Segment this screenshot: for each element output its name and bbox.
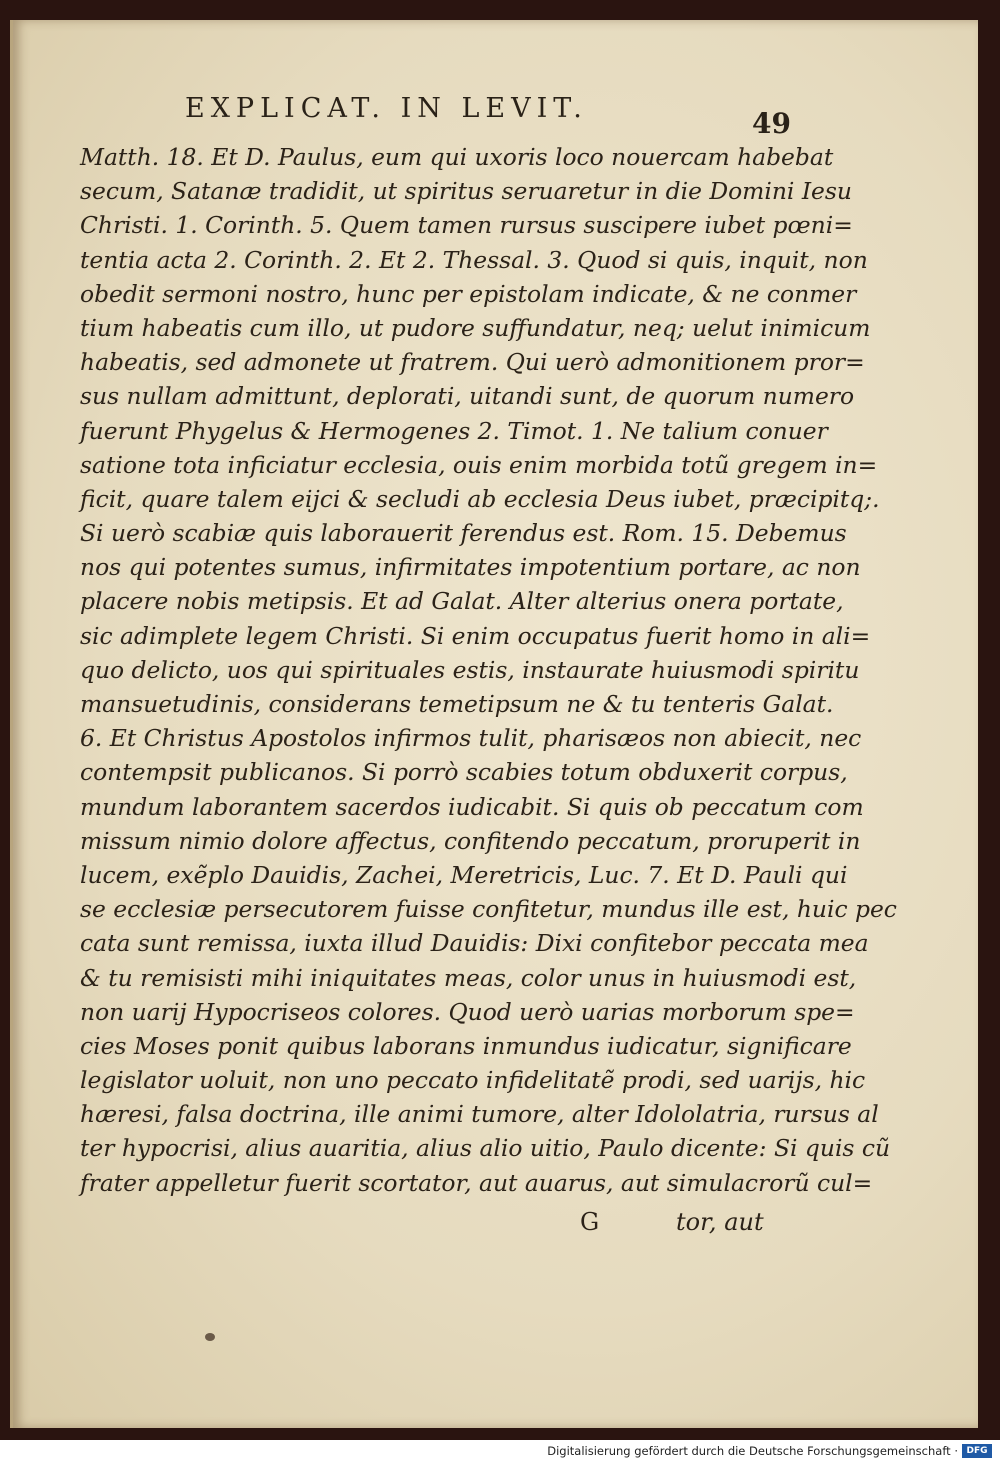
text-line: mundum laborantem sacerdos iudicabit. Si quis ob peccatum com [80, 792, 864, 821]
text-line: obedit sermoni nostro, hunc per epistolam indicate, & ne conmer [80, 279, 857, 308]
text-line: nos qui potentes sumus, infirmitates impotentium portare, ac non [80, 553, 861, 582]
text-line: frater appelletur fuerit scortator, aut auarus, aut simulacrorũ cul= [80, 1168, 873, 1197]
text-line: ficit, quare talem eijci & secludi ab ecclesia Deus iubet, præcipitq;. [80, 484, 880, 513]
text-line: sus nullam admittunt, deplorati, uitandi sunt, de quorum numero [80, 382, 855, 411]
text-line: & tu remisisti mihi iniquitates meas, color unus in huiusmodi est, [80, 963, 857, 992]
ink-spot [205, 1333, 215, 1341]
text-line: cies Moses ponit quibus laborans inmundus iudicatur, significare [80, 1031, 852, 1060]
footer-bar [0, 1440, 1000, 1463]
text-line: sic adimplete legem Christi. Si enim occupatus fuerit homo in ali= [80, 621, 871, 650]
text-line: contempsit publicanos. Si porrò scabies totum obduxerit corpus, [80, 758, 848, 787]
text-line: tentia acta 2. Corinth. 2. Et 2. Thessal. 3. Quod si quis, inquit, non [80, 245, 868, 274]
running-title: EXPLICAT. IN LEVIT. [185, 93, 588, 124]
text-line: Matth. 18. Et D. Paulus, eum qui uxoris loco nouercam habebat [80, 143, 834, 171]
text-line: mansuetudinis, considerans temetipsum ne & tu tenteris Galat. [80, 690, 834, 718]
text-line: satione tota inficiatur ecclesia, ouis enim morbida totũ gregem in= [80, 450, 878, 479]
text-line: habeatis, sed admonete ut fratrem. Qui uerò admonitionem pror= [80, 348, 865, 377]
funding-credit: Digitalisierung gefördert durch die Deutsche Forschungsgemeinschaft · [547, 1444, 958, 1458]
text-line: fuerunt Phygelus & Hermogenes 2. Timot. 1. Ne talium conuer [80, 416, 828, 445]
text-line: legislator uoluit, non uno peccato infidelitatẽ prodi, sed uarijs, hic [80, 1066, 866, 1095]
text-line: missum nimio dolore affectus, confitendo peccatum, proruperit in [80, 826, 861, 855]
text-line: lucem, exẽplo Dauidis, Zachei, Meretricis, Luc. 7. Et D. Pauli qui [80, 860, 848, 889]
text-line: secum, Satanæ tradidit, ut spiritus seruaretur in die Domini Iesu [80, 177, 852, 206]
text-line: hæresi, falsa doctrina, ille animi tumore, alter Idololatria, rursus al [80, 1100, 879, 1129]
catchword: tor, aut [676, 1208, 764, 1236]
page-number: 49 [752, 107, 791, 140]
text-line: cata sunt remissa, iuxta illud Dauidis: Dixi confitebor peccata mea [80, 929, 869, 958]
text-line: non uarij Hypocriseos colores. Quod uerò uarias morborum spe= [80, 997, 855, 1026]
text-line: tium habeatis cum illo, ut pudore suffundatur, neq; uelut inimicum [80, 313, 871, 342]
text-line: se ecclesiæ persecutorem fuisse confitetur, mundus ille est, huic pec [80, 895, 897, 924]
text-line: ter hypocrisi, alius auaritia, alius alio uitio, Paulo dicente: Si quis cũ [80, 1134, 891, 1163]
text-line: 6. Et Christus Apostolos infirmos tulit, pharisæos non abiecit, nec [80, 724, 862, 753]
text-line: Si uerò scabiæ quis laborauerit ferendus est. Rom. 15. Debemus [80, 519, 847, 548]
dfg-logo: DFG [962, 1444, 992, 1458]
main-text [80, 140, 897, 1200]
signature-mark: G [580, 1208, 600, 1236]
text-line: Christi. 1. Corinth. 5. Quem tamen rursus suscipere iubet pœni= [80, 211, 853, 240]
text-line: placere nobis metipsis. Et ad Galat. Alter alterius onera portate, [80, 587, 844, 616]
text-line: quo delicto, uos qui spirituales estis, instaurate huiusmodi spiritu [80, 655, 860, 684]
